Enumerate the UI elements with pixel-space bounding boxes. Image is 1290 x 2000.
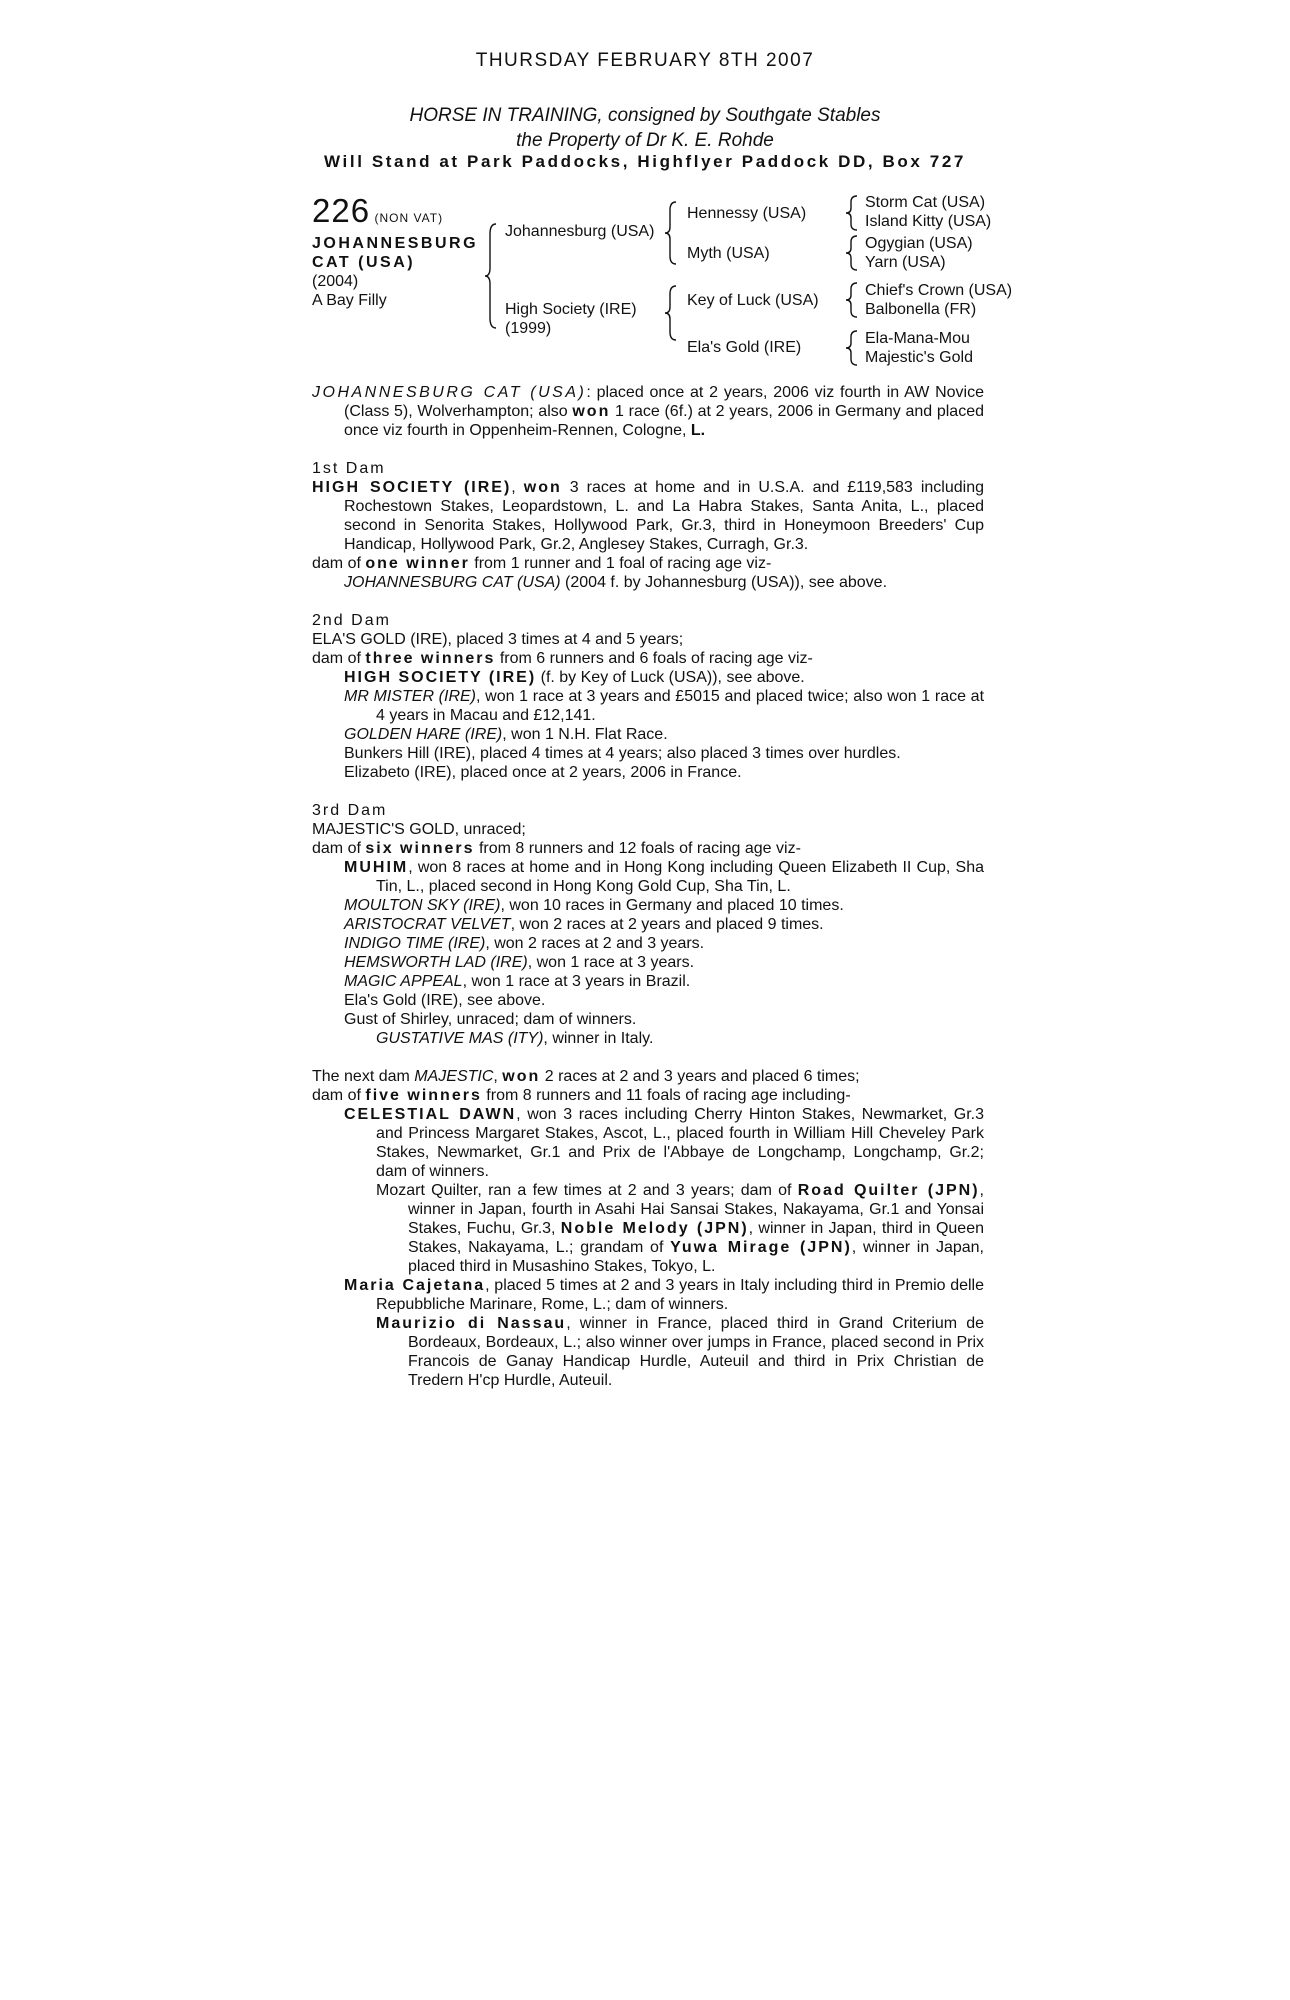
lot-name-line2: CAT (USA) bbox=[312, 254, 416, 271]
sale-date: THURSDAY FEBRUARY 8TH 2007 bbox=[475, 50, 815, 71]
dam3-progeny-8: Gust of Shirley, unraced; dam of winners. bbox=[344, 1011, 637, 1028]
next-progeny-2 bbox=[312, 1276, 984, 1314]
dam1-progeny-1 bbox=[312, 573, 984, 592]
dam3-heading: 3rd Dam bbox=[312, 802, 388, 819]
progeny-name: HEMSWORTH LAD (IRE) bbox=[344, 954, 528, 971]
damof-label: dam of bbox=[312, 555, 366, 572]
pedigree-brace-sire bbox=[664, 200, 680, 266]
progeny-name: MAGIC APPEAL bbox=[344, 973, 463, 990]
progeny-name: MOULTON SKY (IRE) bbox=[344, 897, 501, 914]
progeny-name: GOLDEN HARE (IRE) bbox=[344, 726, 503, 743]
progeny-name: Yuwa Mirage (JPN) bbox=[670, 1239, 852, 1256]
dam2-heading: 2nd Dam bbox=[312, 612, 391, 629]
horse-name: JOHANNESBURG CAT (USA) bbox=[312, 384, 587, 401]
pedigree-ddd: Majestic's Gold bbox=[865, 349, 973, 366]
progeny-text: , won 10 races in Germany and placed 10 times. bbox=[500, 897, 844, 914]
progeny-text: , won 2 races at 2 years and placed 9 times. bbox=[510, 916, 824, 933]
dam3-progeny-5 bbox=[312, 953, 984, 972]
lot-description: A Bay Filly bbox=[312, 292, 387, 309]
dam1-name: HIGH SOCIETY (IRE) bbox=[312, 479, 512, 496]
damof-text: from 6 runners and 6 foals of racing age viz- bbox=[495, 650, 813, 667]
progeny-text: , winner in Japan, fourth in Asahi Hai Sansai Stakes, Nakayama, Gr.1 and Yonsai Stakes, Fuchu, Gr.3, bbox=[408, 1182, 984, 1237]
horse-record-text: : placed once at 2 years, 2006 viz fourth in AW Novice (Class 5), Wolverhampton; also bbox=[344, 384, 984, 420]
progeny-text: , won 8 races at home and in Hong Kong including Queen Elizabeth II Cup, Sha Tin, L., placed second in Hong Kong Gold Cup, Sha Tin, L. bbox=[376, 859, 984, 895]
pedigree-ds: Key of Luck (USA) bbox=[687, 292, 819, 309]
progeny-text: , winner in France, placed third in Grand Criterium de Bordeaux, Bordeaux, L.; also winner over jumps in France, placed second in Prix Francois de Ganay Handicap Hurdle, Auteuil and third in Prix Christian de Tredern H'cp Hurdle, Auteuil. bbox=[408, 1315, 985, 1389]
dam2-record: ELA'S GOLD (IRE), placed 3 times at 4 and 5 years; bbox=[312, 631, 684, 648]
dam3-progeny-2 bbox=[312, 896, 984, 915]
dam3-progeny-8a bbox=[312, 1029, 984, 1048]
listed-label: L. bbox=[690, 422, 706, 439]
next-dam-text: 2 races at 2 and 3 years and placed 6 times; bbox=[540, 1068, 860, 1085]
next-dam-name: MAJESTIC bbox=[414, 1068, 494, 1085]
pedigree-sd: Myth (USA) bbox=[687, 245, 770, 262]
dam3-progeny-7: Ela's Gold (IRE), see above. bbox=[344, 992, 546, 1009]
damof-label: dam of bbox=[312, 1087, 366, 1104]
pedigree-brace-sd bbox=[845, 234, 859, 272]
dam3-record: MAJESTIC'S GOLD, unraced; bbox=[312, 821, 526, 838]
winners-count: six winners bbox=[365, 840, 475, 857]
lot-number: 226 bbox=[312, 192, 371, 229]
dam1-heading: 1st Dam bbox=[312, 460, 386, 477]
progeny-text: , winner in Italy. bbox=[543, 1030, 654, 1047]
progeny-name: INDIGO TIME (IRE) bbox=[344, 935, 486, 952]
horse-record bbox=[312, 383, 984, 440]
pedigree-ssd: Island Kitty (USA) bbox=[865, 213, 992, 230]
pedigree-brace-ss bbox=[845, 194, 859, 232]
progeny-name: Road Quilter (JPN) bbox=[797, 1182, 980, 1199]
pedigree-brace-main bbox=[484, 222, 500, 330]
separator: , bbox=[493, 1068, 503, 1085]
dam2-progeny-2 bbox=[312, 687, 984, 725]
lot-header bbox=[312, 192, 482, 310]
consignor-line: HORSE IN TRAINING, consigned by Southgate Stables bbox=[409, 105, 881, 126]
progeny-name: GUSTATIVE MAS (ITY) bbox=[376, 1030, 544, 1047]
progeny-name: MUHIM bbox=[344, 859, 409, 876]
pedigree-sire: Johannesburg (USA) bbox=[505, 223, 655, 240]
dam1-record: HIGH SOCIETY (IRE), won 3 races at home and in U.S.A. and £119,583 including Rochestown Stakes, Leopardstown, L. and La Habra Stakes, Santa Anita, L., placed second in Senorita Stakes, Hollywood Park, Gr.3, third in Honeymoon Breeders' Cup Handicap, Hollywood Park, Gr.2, Anglesey Stakes, Curragh, Gr.3. bbox=[312, 479, 984, 553]
dam2-progeny-3 bbox=[312, 725, 984, 744]
pedigree-sds: Ogygian (USA) bbox=[865, 235, 973, 252]
dam3-progeny-1 bbox=[312, 858, 984, 896]
pedigree-dds: Ela-Mana-Mou bbox=[865, 330, 970, 347]
progeny-text: , winner in Japan, third in Queen Stakes, Nakayama, L.; grandam of bbox=[408, 1220, 984, 1256]
pedigree-sss: Storm Cat (USA) bbox=[865, 194, 986, 211]
next-dam-label: The next dam bbox=[312, 1068, 415, 1085]
next-dam-record bbox=[312, 1067, 984, 1086]
progeny-name: Noble Melody (JPN) bbox=[560, 1220, 749, 1237]
progeny-text: , won 2 races at 2 and 3 years. bbox=[485, 935, 705, 952]
progeny-name: JOHANNESBURG CAT (USA) bbox=[344, 574, 561, 591]
dam1-text: 3 races at home and in U.S.A. and £119,583 including Rochestown Stakes, Leopardstown, L. and La Habra Stakes, Santa Anita, L., placed second in Senorita Stakes, Hollywood Park, Gr.3, third in Honeymoon Breeders' Cup Handicap, Hollywood Park, Gr.2, Anglesey Stakes, Curragh, Gr.3. bbox=[344, 479, 984, 553]
dam3-progeny-6 bbox=[312, 972, 984, 991]
damof-label: dam of bbox=[312, 650, 366, 667]
consignment-info bbox=[0, 103, 1290, 153]
damof-text: from 1 runner and 1 foal of racing age viz- bbox=[469, 555, 772, 572]
progeny-text: (2004 f. by Johannesburg (USA)), see above. bbox=[560, 574, 888, 591]
owner-line: the Property of Dr K. E. Rohde bbox=[516, 130, 774, 151]
dam2-progeny-5: Elizabeto (IRE), placed once at 2 years, 2006 in France. bbox=[344, 764, 742, 781]
next-progeny-2a bbox=[312, 1314, 984, 1390]
stand-location: Will Stand at Park Paddocks, Highflyer Paddock DD, Box 727 bbox=[324, 152, 966, 171]
progeny-text: (f. by Key of Luck (USA)), see above. bbox=[536, 669, 805, 686]
pedigree-dss: Chief's Crown (USA) bbox=[865, 282, 1013, 299]
progeny-text: Mozart Quilter, ran a few times at 2 and 3 years; dam of bbox=[376, 1182, 798, 1199]
pedigree-sdd: Yarn (USA) bbox=[865, 254, 946, 271]
dam3-produce bbox=[312, 839, 984, 858]
dam2-progeny-1 bbox=[312, 668, 984, 687]
catalogue-body bbox=[312, 383, 984, 1390]
progeny-text: , won 1 race at 3 years. bbox=[527, 954, 695, 971]
pedigree-dam-year: (1999) bbox=[505, 320, 552, 337]
progeny-name: MR MISTER (IRE) bbox=[344, 688, 477, 705]
progeny-name: HIGH SOCIETY (IRE) bbox=[344, 669, 537, 686]
dam1-produce bbox=[312, 554, 984, 573]
winners-count: one winner bbox=[365, 555, 470, 572]
won-label: won bbox=[523, 479, 562, 496]
progeny-text: , won 1 race at 3 years and £5015 and placed twice; also won 1 race at 4 years in Macau and £12,141. bbox=[376, 688, 985, 724]
won-label: won bbox=[502, 1068, 541, 1085]
dam2-produce bbox=[312, 649, 984, 668]
progeny-text: , winner in Japan, placed third in Musashino Stakes, Tokyo, L. bbox=[408, 1239, 984, 1275]
next-dam-produce bbox=[312, 1086, 984, 1105]
dam2-progeny-4: Bunkers Hill (IRE), placed 4 times at 4 years; also placed 3 times over hurdles. bbox=[344, 745, 901, 762]
horse-record-text-2: 1 race (6f.) at 2 years, 2006 in Germany and placed once viz fourth in Oppenheim-Rennen, Cologne, bbox=[344, 403, 984, 439]
damof-text: from 8 runners and 12 foals of racing age viz- bbox=[474, 840, 801, 857]
dam3-progeny-3 bbox=[312, 915, 984, 934]
pedigree-dam: High Society (IRE) bbox=[505, 301, 637, 318]
lot-name-line1: JOHANNESBURG bbox=[312, 235, 479, 252]
progeny-name: CELESTIAL DAWN bbox=[344, 1106, 517, 1123]
pedigree-dsd: Balbonella (FR) bbox=[865, 301, 977, 318]
winners-count: three winners bbox=[365, 650, 496, 667]
next-progeny-1 bbox=[312, 1105, 984, 1181]
progeny-name: Maurizio di Nassau bbox=[376, 1315, 567, 1332]
dam3-progeny-4 bbox=[312, 934, 984, 953]
pedigree-brace-dd bbox=[845, 329, 859, 367]
won-label: won bbox=[572, 403, 611, 420]
pedigree-brace-ds bbox=[845, 281, 859, 319]
progeny-text: , won 1 race at 3 years in Brazil. bbox=[462, 973, 691, 990]
damof-text: from 8 runners and 11 foals of racing age including- bbox=[481, 1087, 851, 1104]
progeny-text: , placed 5 times at 2 and 3 years in Italy including third in Premio delle Repubbliche Marinare, Rome, L.; dam of winners. bbox=[376, 1277, 985, 1313]
pedigree-brace-dam bbox=[664, 284, 680, 342]
foaling-year: (2004) bbox=[312, 273, 359, 290]
progeny-text: , won 1 N.H. Flat Race. bbox=[502, 726, 668, 743]
pedigree-ss: Hennessy (USA) bbox=[687, 205, 807, 222]
pedigree-dd: Ela's Gold (IRE) bbox=[687, 339, 802, 356]
progeny-name: ARISTOCRAT VELVET bbox=[344, 916, 511, 933]
progeny-name: Maria Cajetana bbox=[344, 1277, 486, 1294]
winners-count: five winners bbox=[365, 1087, 482, 1104]
next-progeny-1a bbox=[312, 1181, 984, 1276]
damof-label: dam of bbox=[312, 840, 366, 857]
vat-status: (NON VAT) bbox=[374, 211, 444, 225]
progeny-text: , won 3 races including Cherry Hinton Stakes, Newmarket, Gr.3 and Princess Margaret Stakes, Ascot, L., placed fourth in William Hill Cheveley Park Stakes, Newmarket, Gr.1 and Prix de l'Abbaye de Longchamp, Longchamp, Gr.2; dam of winners. bbox=[376, 1106, 984, 1180]
